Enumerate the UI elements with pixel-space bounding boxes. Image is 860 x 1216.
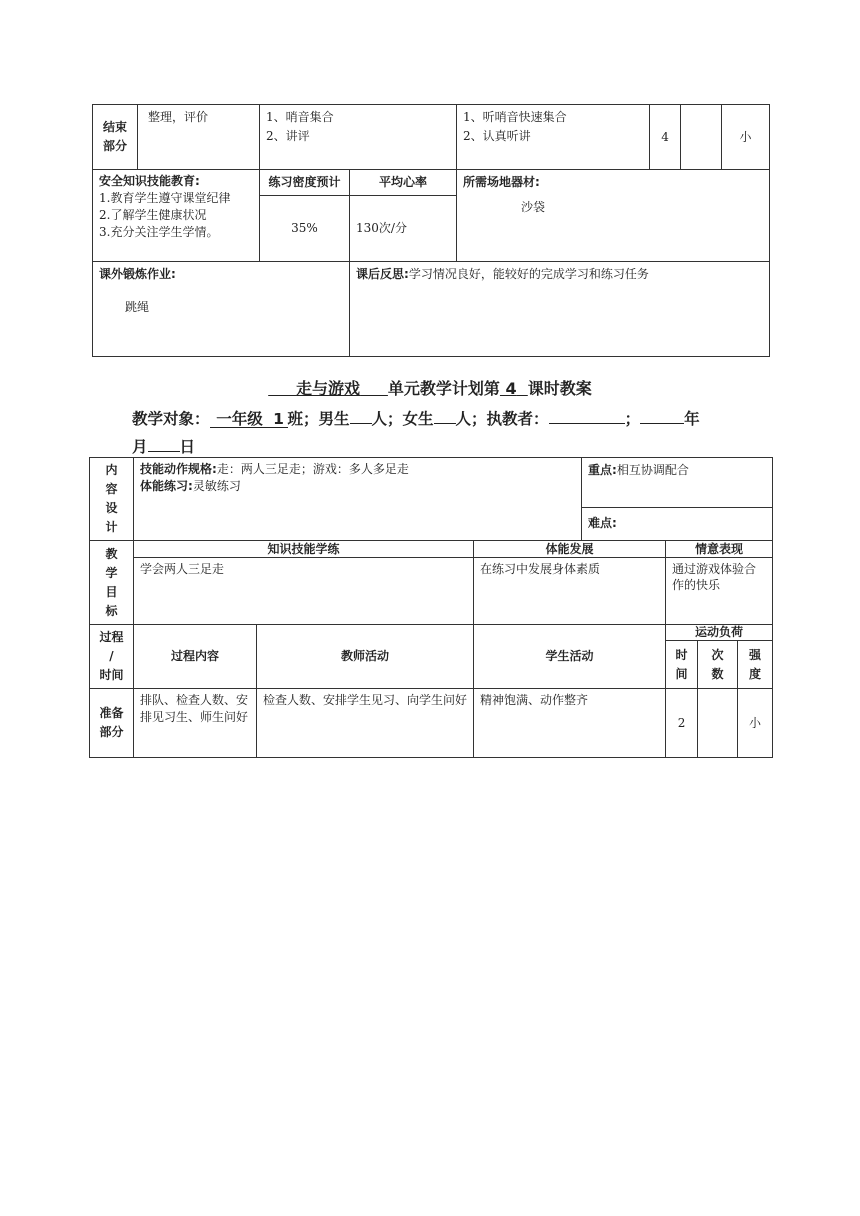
reflection-label: 课后反思: (356, 267, 409, 281)
count-header: 次 数 (698, 641, 738, 689)
lesson-table (89, 457, 773, 758)
prep-content: 排队、检查人数、安排见习生、师生问好 (134, 689, 257, 758)
key-point (582, 458, 773, 508)
skill-specs (134, 458, 582, 541)
heart-rate-value: 130次/分 (350, 196, 457, 262)
prep-student-activity: 精神饱满、动作整齐 (474, 689, 666, 758)
fitness-value: 灵敏练习 (192, 479, 241, 493)
date-line: 月 日 (132, 438, 196, 456)
reflection-value: 学习情况良好，能较好的完成学习和练习任务 (408, 267, 649, 281)
class-number-field: 1 (270, 411, 288, 428)
process-content-header: 过程内容 (134, 625, 257, 689)
end-section-time: 4 (650, 105, 681, 170)
safety-item: 3.充分关注学生学情。 (99, 225, 219, 239)
equipment-value: 沙袋 (521, 200, 546, 214)
equipment-label: 所需场地器材: (463, 175, 540, 189)
process-time-header: 过程 / 时间 (90, 625, 134, 689)
end-section-teacher: 1、哨音集合 2、讲评 (260, 105, 457, 170)
end-section-content: 整理，评价 (138, 105, 260, 170)
safety-heading: 安全知识技能教育: (99, 174, 200, 188)
teacher-activity-header: 教师活动 (257, 625, 474, 689)
density-value: 35% (260, 196, 350, 262)
goal-header-knowledge: 知识技能学练 (134, 541, 474, 558)
exercise-load-header: 运动负荷 (666, 625, 773, 641)
safety-item: 2.了解学生健康状况 (99, 208, 207, 222)
safety-item: 1.教育学生遵守课堂纪律 (99, 191, 231, 205)
boys-count-field (350, 423, 372, 424)
difficulty-point (582, 507, 773, 540)
student-activity-header: 学生活动 (474, 625, 666, 689)
year-field (640, 423, 684, 424)
intensity-header: 强 度 (738, 641, 773, 689)
prep-teacher-activity: 检查人数、安排学生见习、向学生问好 (257, 689, 474, 758)
time-header: 时 间 (666, 641, 698, 689)
lesson-plan-title: 走与游戏 单元教学计划第 4 课时教案 (0, 376, 860, 399)
unit-name: 走与游戏 (296, 379, 361, 398)
prep-count (698, 689, 738, 758)
key-value: 相互协调配合 (616, 463, 689, 477)
goal-fitness: 在练习中发展身体素质 (474, 558, 666, 625)
prep-time: 2 (666, 689, 698, 758)
key-label: 重点: (588, 463, 617, 477)
teacher-name-field (549, 423, 625, 424)
end-section-student: 1、听哨音快速集合 2、认真听讲 (457, 105, 650, 170)
heart-rate-label: 平均心率 (350, 170, 457, 196)
equipment (457, 170, 770, 262)
prep-intensity: 小 (738, 689, 773, 758)
goal-emotion: 通过游戏体验合作的快乐 (666, 558, 773, 625)
top-table (92, 104, 770, 357)
end-section-label: 结束 部分 (93, 105, 138, 170)
goal-knowledge: 学会两人三足走 (134, 558, 474, 625)
homework-value: 跳绳 (125, 300, 150, 314)
girls-count-field (434, 423, 456, 424)
skill-label: 技能动作规格: (140, 462, 217, 476)
grade-field: 一年级 (210, 411, 270, 428)
difficulty-label: 难点: (588, 516, 617, 531)
end-section-intensity: 小 (722, 105, 770, 170)
lesson-number: 4 (505, 379, 517, 398)
teaching-goal-label: 教 学 目 标 (90, 541, 134, 625)
homework (93, 262, 350, 357)
end-section-count (681, 105, 722, 170)
homework-label: 课外锻炼作业: (99, 267, 176, 281)
goal-header-emotion: 情意表现 (666, 541, 773, 558)
goal-header-fitness: 体能发展 (474, 541, 666, 558)
reflection (350, 262, 770, 357)
skill-value: 走：两人三足走；游戏：多人多足走 (216, 462, 409, 476)
density-label: 练习密度预计 (260, 170, 350, 196)
content-design-label: 内 容 设 计 (90, 458, 134, 541)
fitness-label: 体能练习: (140, 479, 193, 493)
safety-education (93, 170, 260, 262)
teaching-target-line: 教学对象： 一年级 1 班；男生 人；女生 人；执教者： ； 年 (132, 410, 700, 428)
prep-section-label: 准备 部分 (90, 689, 134, 758)
day-field (148, 451, 180, 452)
